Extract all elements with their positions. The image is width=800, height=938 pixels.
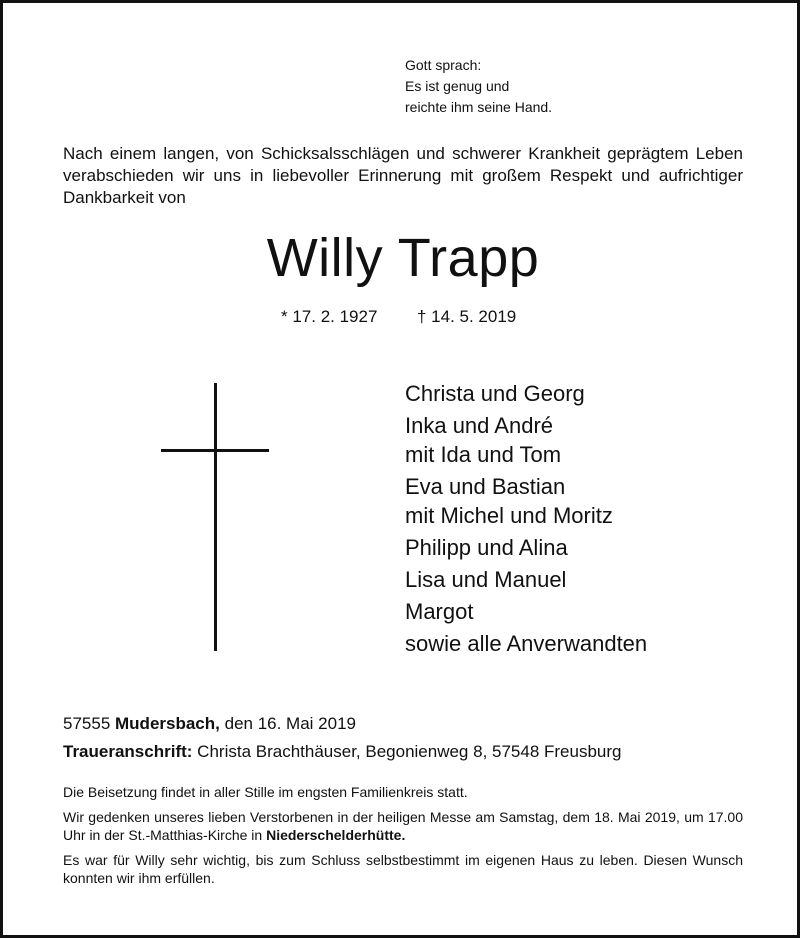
- deceased-name: Willy Trapp: [266, 228, 540, 288]
- address-label: Traueranschrift:: [63, 742, 193, 761]
- mourning-address: [63, 741, 622, 763]
- mourner-group: [405, 379, 647, 408]
- place-city: Mudersbach,: [115, 714, 220, 733]
- mass-note-text: Wir gedenken unseres lieben Verstorbenen in der heiligen Messe am Samstag, dem 18. Mai 2019, um 17.00 Uhr in der St.-Matthias-Kirche in: [63, 809, 743, 843]
- place-date-line: [63, 713, 356, 735]
- mourner-line: Lisa und Manuel: [405, 567, 567, 592]
- mourner-line: mit Michel und Moritz: [405, 503, 613, 528]
- mourners-list: [405, 379, 647, 661]
- mourner-group: [405, 565, 647, 594]
- mourner-line: Philipp und Alina: [405, 535, 568, 560]
- wish-note: Es war für Willy sehr wichtig, bis zum Schluss selbstbestimmt im eigenen Haus zu leben. Diesen Wunsch konnten wir ihm erfüllen.: [63, 852, 743, 886]
- place-date: den 16. Mai 2019: [224, 714, 356, 733]
- intro-text: Nach einem langen, von Schicksalsschlägen und schwerer Krankheit geprägtem Leben verabschieden wir uns in liebevoller Erinnerung mit großem Respekt und aufrichtiger Dankbarkeit von: [63, 144, 743, 207]
- quote-line: Es ist genug und: [405, 78, 510, 94]
- mourner-group: [405, 411, 647, 469]
- mourner-line: Margot: [405, 599, 474, 624]
- mourner-line: mit Ida und Tom: [405, 442, 562, 467]
- mourner-line: Eva und Bastian: [405, 474, 566, 499]
- mourner-group: [405, 629, 647, 658]
- cross-horizontal-bar: [161, 449, 269, 452]
- quote-line: reichte ihm seine Hand.: [405, 99, 553, 115]
- bible-quote: [405, 55, 552, 118]
- mourner-line: Inka und André: [405, 413, 554, 438]
- mass-note-place: Niederschelderhütte.: [266, 827, 406, 843]
- quote-line: Gott sprach:: [405, 57, 482, 73]
- mourner-line: sowie alle Anverwandten: [405, 631, 648, 656]
- mourner-group: [405, 472, 647, 530]
- cross-vertical-bar: [214, 383, 217, 651]
- address-value: Christa Brachthäuser, Begonienweg 8, 57548 Freusburg: [197, 742, 622, 761]
- mourner-line: Christa und Georg: [405, 381, 585, 406]
- notes-section: [63, 783, 743, 894]
- death-date: † 14. 5. 2019: [417, 307, 517, 326]
- mourner-group: [405, 597, 647, 626]
- mass-note: [63, 808, 743, 844]
- burial-note: Die Beisetzung findet in aller Stille im engsten Familienkreis statt.: [63, 784, 468, 800]
- place-zip: 57555: [63, 714, 111, 733]
- birth-date: * 17. 2. 1927: [281, 307, 378, 326]
- mourner-group: [405, 533, 647, 562]
